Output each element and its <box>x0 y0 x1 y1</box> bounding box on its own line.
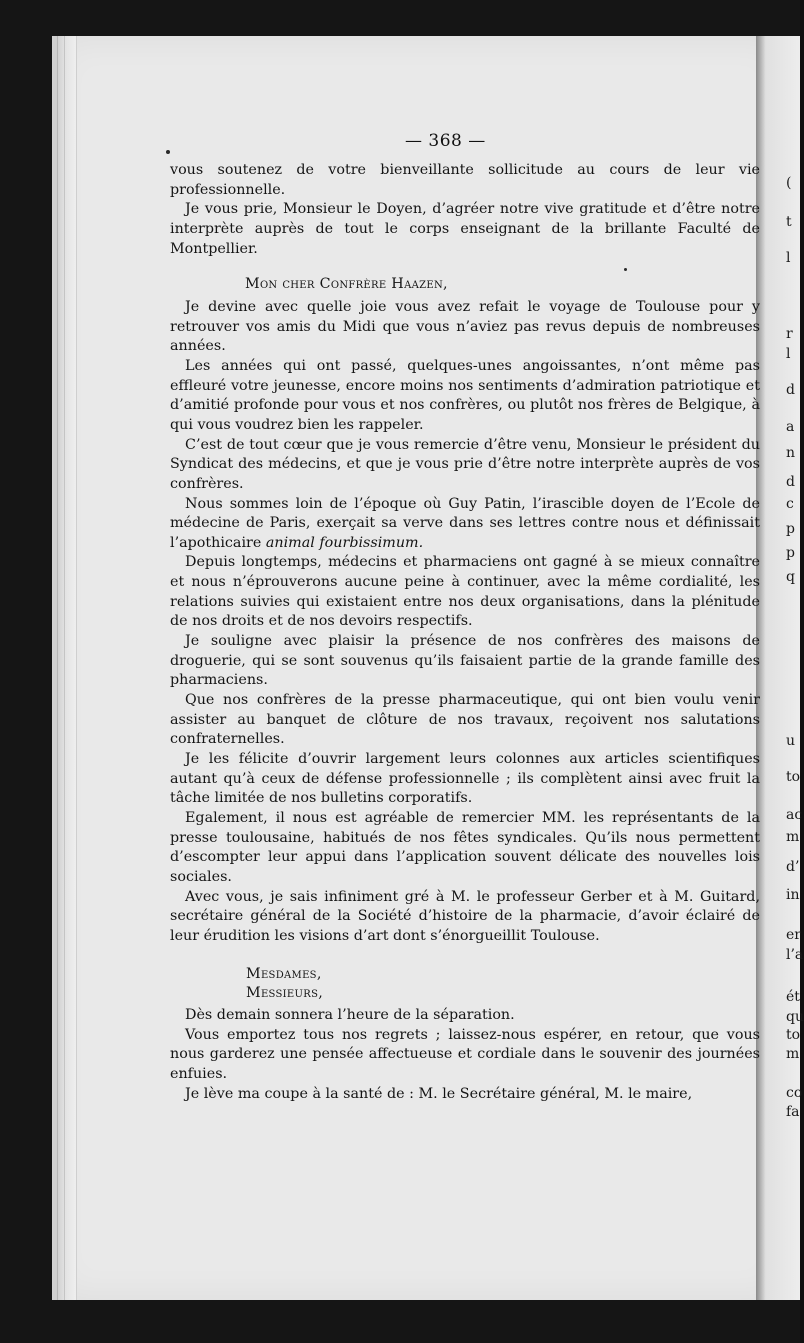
paragraph: Je les félicite d’ouvrir largement leurs colonnes aux articles scientifiques autant qu’à ceux de défense professionnelle ; ils complètent ainsi avec fruit la tâche limitée de nos bulletins corporatifs. <box>170 751 760 807</box>
facing-fragment: l <box>786 250 791 266</box>
facing-fragment: d’ <box>786 859 800 875</box>
salutation-mesdames: Mesdames, <box>246 965 322 982</box>
facing-fragment: ( <box>786 175 792 191</box>
page-number: — 368 — <box>405 131 486 151</box>
paragraph-text: Nous sommes loin de l’époque où Guy Patin, l’irascible doyen de l’Ecole de médecine de Paris, exerçait sa verve dans ses lettres contre nous et définissait l’apothicaire <box>170 495 760 551</box>
facing-fragment: n <box>786 445 796 461</box>
paragraph: Depuis longtemps, médecins et pharmaciens ont gagné à se mieux connaître et nous n’éprouverons aucune peine à continuer, avec la même cordialité, les relations suivies qui existaient entre nos deux organisations, dans la plénitude de nos droits et de nos devoirs respectifs. <box>170 554 760 630</box>
facing-fragment: d <box>786 474 795 490</box>
paragraph: Avec vous, je sais infiniment gré à M. le professeur Gerber et à M. Guitard, secrétaire général de la Société d’histoire de la pharmacie, d’avoir éclairé de leur érudition les visions d’art dont s’énorgueillit Toulouse. <box>170 888 760 944</box>
ink-speck <box>166 150 170 154</box>
paragraph: Que nos confrères de la presse pharmaceutique, qui ont bien voulu venir assister au banquet de clôture de nos travaux, reçoivent nos salutations confraternelles. <box>170 692 760 748</box>
facing-fragment: co <box>786 1085 803 1101</box>
facing-fragment: ét <box>786 989 800 1005</box>
facing-fragment: a <box>786 419 795 435</box>
facing-fragment: m <box>786 829 800 845</box>
facing-fragment: m <box>786 1046 800 1062</box>
facing-fragment: d <box>786 382 795 398</box>
facing-fragment: t <box>786 214 792 230</box>
facing-fragment: r <box>786 326 793 342</box>
facing-fragment: in <box>786 887 800 903</box>
latin-quote: animal fourbissimum. <box>265 534 424 551</box>
facing-fragment: l <box>786 346 791 362</box>
paragraph: C’est de tout cœur que je vous remercie d’être venu, Monsieur le président du Syndicat des médecins, et que je vous prie d’être notre interprète auprès de vos confrères. <box>170 436 760 492</box>
book-binding-edge <box>52 36 77 1300</box>
paragraph: Je souligne avec plaisir la présence de nos confrères des maisons de droguerie, qui se sont souvenus qu’ils faisaient partie de la grande famille des pharmaciens. <box>170 633 760 689</box>
paragraph: Dès demain sonnera l’heure de la séparation. <box>185 1006 515 1023</box>
facing-fragment: qu <box>786 1009 804 1025</box>
paragraph: Les années qui ont passé, quelques-unes angoissantes, n’ont même pas effleuré votre jeunesse, encore moins nos sentiments d’admiration patriotique et d’amitié profonde pour vous et nos confrères, ou plutôt nos frères de Belgique, à qui vous voudrez bien les rappeler. <box>170 357 760 433</box>
paragraph <box>170 495 760 554</box>
facing-fragment: er <box>786 927 801 943</box>
page-body-text <box>170 161 760 1104</box>
paragraph: Vous emportez tous nos regrets ; laissez-nous espérer, en retour, que vous nous garderez une pensée affectueuse et cordiale dans le souvenir des journées enfuies. <box>170 1026 760 1082</box>
facing-fragment: p <box>786 521 795 537</box>
facing-fragment: l’a <box>786 947 804 963</box>
facing-page-fragments <box>786 0 804 1343</box>
facing-fragment: ac <box>786 807 803 823</box>
salutation-messieurs: Messieurs, <box>246 985 324 1002</box>
facing-fragment: to <box>786 769 801 785</box>
facing-fragment: p <box>786 545 795 561</box>
paragraph: Egalement, il nous est agréable de remercier MM. les représentants de la presse toulousaine, habitués de nos fêtes syndicales. Qu’ils nous permettent d’escompter leur appui dans l’application souvent délicate des nouvelles lois sociales. <box>170 810 760 885</box>
facing-fragment: to <box>786 1027 801 1043</box>
paragraph: vous soutenez de votre bienveillante sollicitude au cours de leur vie professionnelle. <box>170 162 760 198</box>
facing-fragment: c <box>786 496 794 512</box>
paragraph: Je devine avec quelle joie vous avez refait le voyage de Toulouse pour y retrouver vos amis du Midi que vous n’aviez pas revus depuis de nombreuses années. <box>170 298 760 355</box>
paragraph: Je lève ma coupe à la santé de : M. le Secrétaire général, M. le maire, <box>185 1085 693 1102</box>
facing-fragment: fa <box>786 1104 800 1120</box>
facing-fragment: q <box>786 569 795 585</box>
paragraph: Je vous prie, Monsieur le Doyen, d’agréer notre vive gratitude et d’être notre interprète auprès de tout le corps enseignant de la brillante Faculté de Montpellier. <box>170 201 760 257</box>
salutation-heading: Mon cher Confrère Haazen, <box>245 276 448 293</box>
facing-fragment: u <box>786 733 796 749</box>
